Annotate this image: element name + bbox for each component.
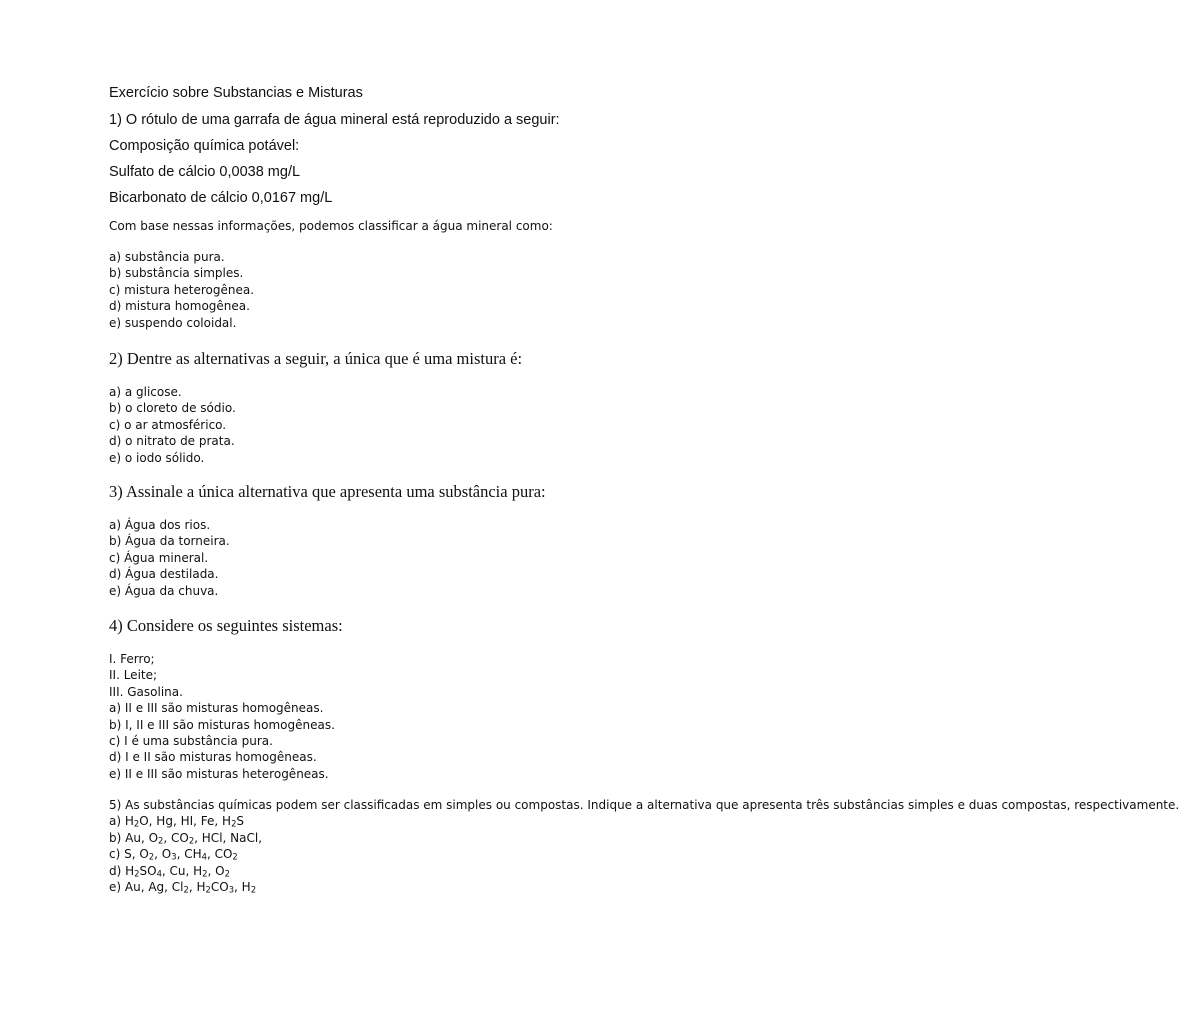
q4-option-d: d) I e II são misturas homogêneas. xyxy=(109,750,317,765)
q4-system-3: III. Gasolina. xyxy=(109,684,183,699)
q4-option-b: b) I, II e III são misturas homogêneas. xyxy=(109,717,335,732)
q3-option-d: d) Água destilada. xyxy=(109,567,219,582)
q2-option-b: b) o cloreto de sódio. xyxy=(109,401,236,416)
q1-option-b: b) substância simples. xyxy=(109,266,244,281)
q3-option-a: a) Água dos rios. xyxy=(109,518,211,532)
q4-option-a: a) II e III são misturas homogêneas. xyxy=(109,701,324,716)
q1-option-e: e) suspendo coloidal. xyxy=(109,315,237,330)
q2-option-a: a) a glicose. xyxy=(109,385,182,399)
question-2-prompt: 2) Dentre as alternativas a seguir, a única que é uma mistura é: xyxy=(109,349,523,368)
q5-option-letter: d) xyxy=(109,863,122,878)
q2-options xyxy=(109,384,236,466)
q3-options xyxy=(109,517,230,599)
q5-option-a: a) $H_2O$, Hg, HI, Fe, $H_2S$ xyxy=(109,814,245,830)
q1-option-d: d) mistura homogênea. xyxy=(109,299,250,314)
q3-option-e: e) Água da chuva. xyxy=(109,583,219,598)
q1-options xyxy=(109,249,254,331)
q5-body xyxy=(109,797,1179,895)
q1-option-a: a) substância pura. xyxy=(109,250,225,264)
q3-option-c: c) Água mineral. xyxy=(109,550,209,565)
q5-option-e: e) Au, Ag, $Cl_2$, $H_2CO_3$, $H_2$ xyxy=(109,880,257,895)
question-3-prompt: 3) Assinale a única alternativa que apresenta uma substância pura: xyxy=(109,482,546,501)
q2-option-c: c) o ar atmosférico. xyxy=(109,417,227,432)
q2-option-e: e) o iodo sólido. xyxy=(109,450,205,465)
q1-question: Com base nessas informações, podemos classificar a água mineral como: xyxy=(109,219,553,233)
q3-option-b: b) Água da torneira. xyxy=(109,534,230,549)
q4-system-2: II. Leite; xyxy=(109,668,158,683)
q1-option-c: c) mistura heterogênea. xyxy=(109,282,255,297)
question-4-prompt: 4) Considere os seguintes sistemas: xyxy=(109,616,343,635)
q5-option-letter: a) xyxy=(109,814,122,829)
q5-option-letter: e) xyxy=(109,880,122,895)
question-5-prompt: 5) As substâncias químicas podem ser classificadas em simples ou compostas. Indique a alternativa que apresenta três substâncias simples e duas compostas, respectivamente. xyxy=(109,798,1179,812)
q4-option-e: e) II e III são misturas heterogêneas. xyxy=(109,766,329,781)
document-title: Exercício sobre Substancias e Misturas xyxy=(109,85,363,101)
q4-option-c: c) I é uma substância pura. xyxy=(109,734,273,749)
question-1-prompt: 1) O rótulo de uma garrafa de água mineral está reproduzido a seguir: xyxy=(109,112,560,128)
q1-bicarbonato-line: Bicarbonato de cálcio 0,0167 mg/L xyxy=(109,190,333,206)
q5-option-letter: c) xyxy=(109,847,121,862)
q5-option-letter: b) xyxy=(109,830,122,845)
q2-option-d: d) o nitrato de prata. xyxy=(109,434,235,449)
q1-sulfato-line: Sulfato de cálcio 0,0038 mg/L xyxy=(109,164,301,180)
q1-composition-heading: Composição química potável: xyxy=(109,138,300,154)
q4-system-1: I. Ferro; xyxy=(109,652,155,666)
q5-option-d: d) $H_2SO_4$, Cu, $H_2$, $O_2$ xyxy=(109,863,230,879)
q5-option-c: c) S, $O_2$, $O_3$, $CH_4$, $CO_2$ xyxy=(109,847,238,862)
q4-body xyxy=(109,651,335,782)
q5-option-b: b) Au, $O_2$, $CO_2$, HCl, NaCl, xyxy=(109,830,263,846)
